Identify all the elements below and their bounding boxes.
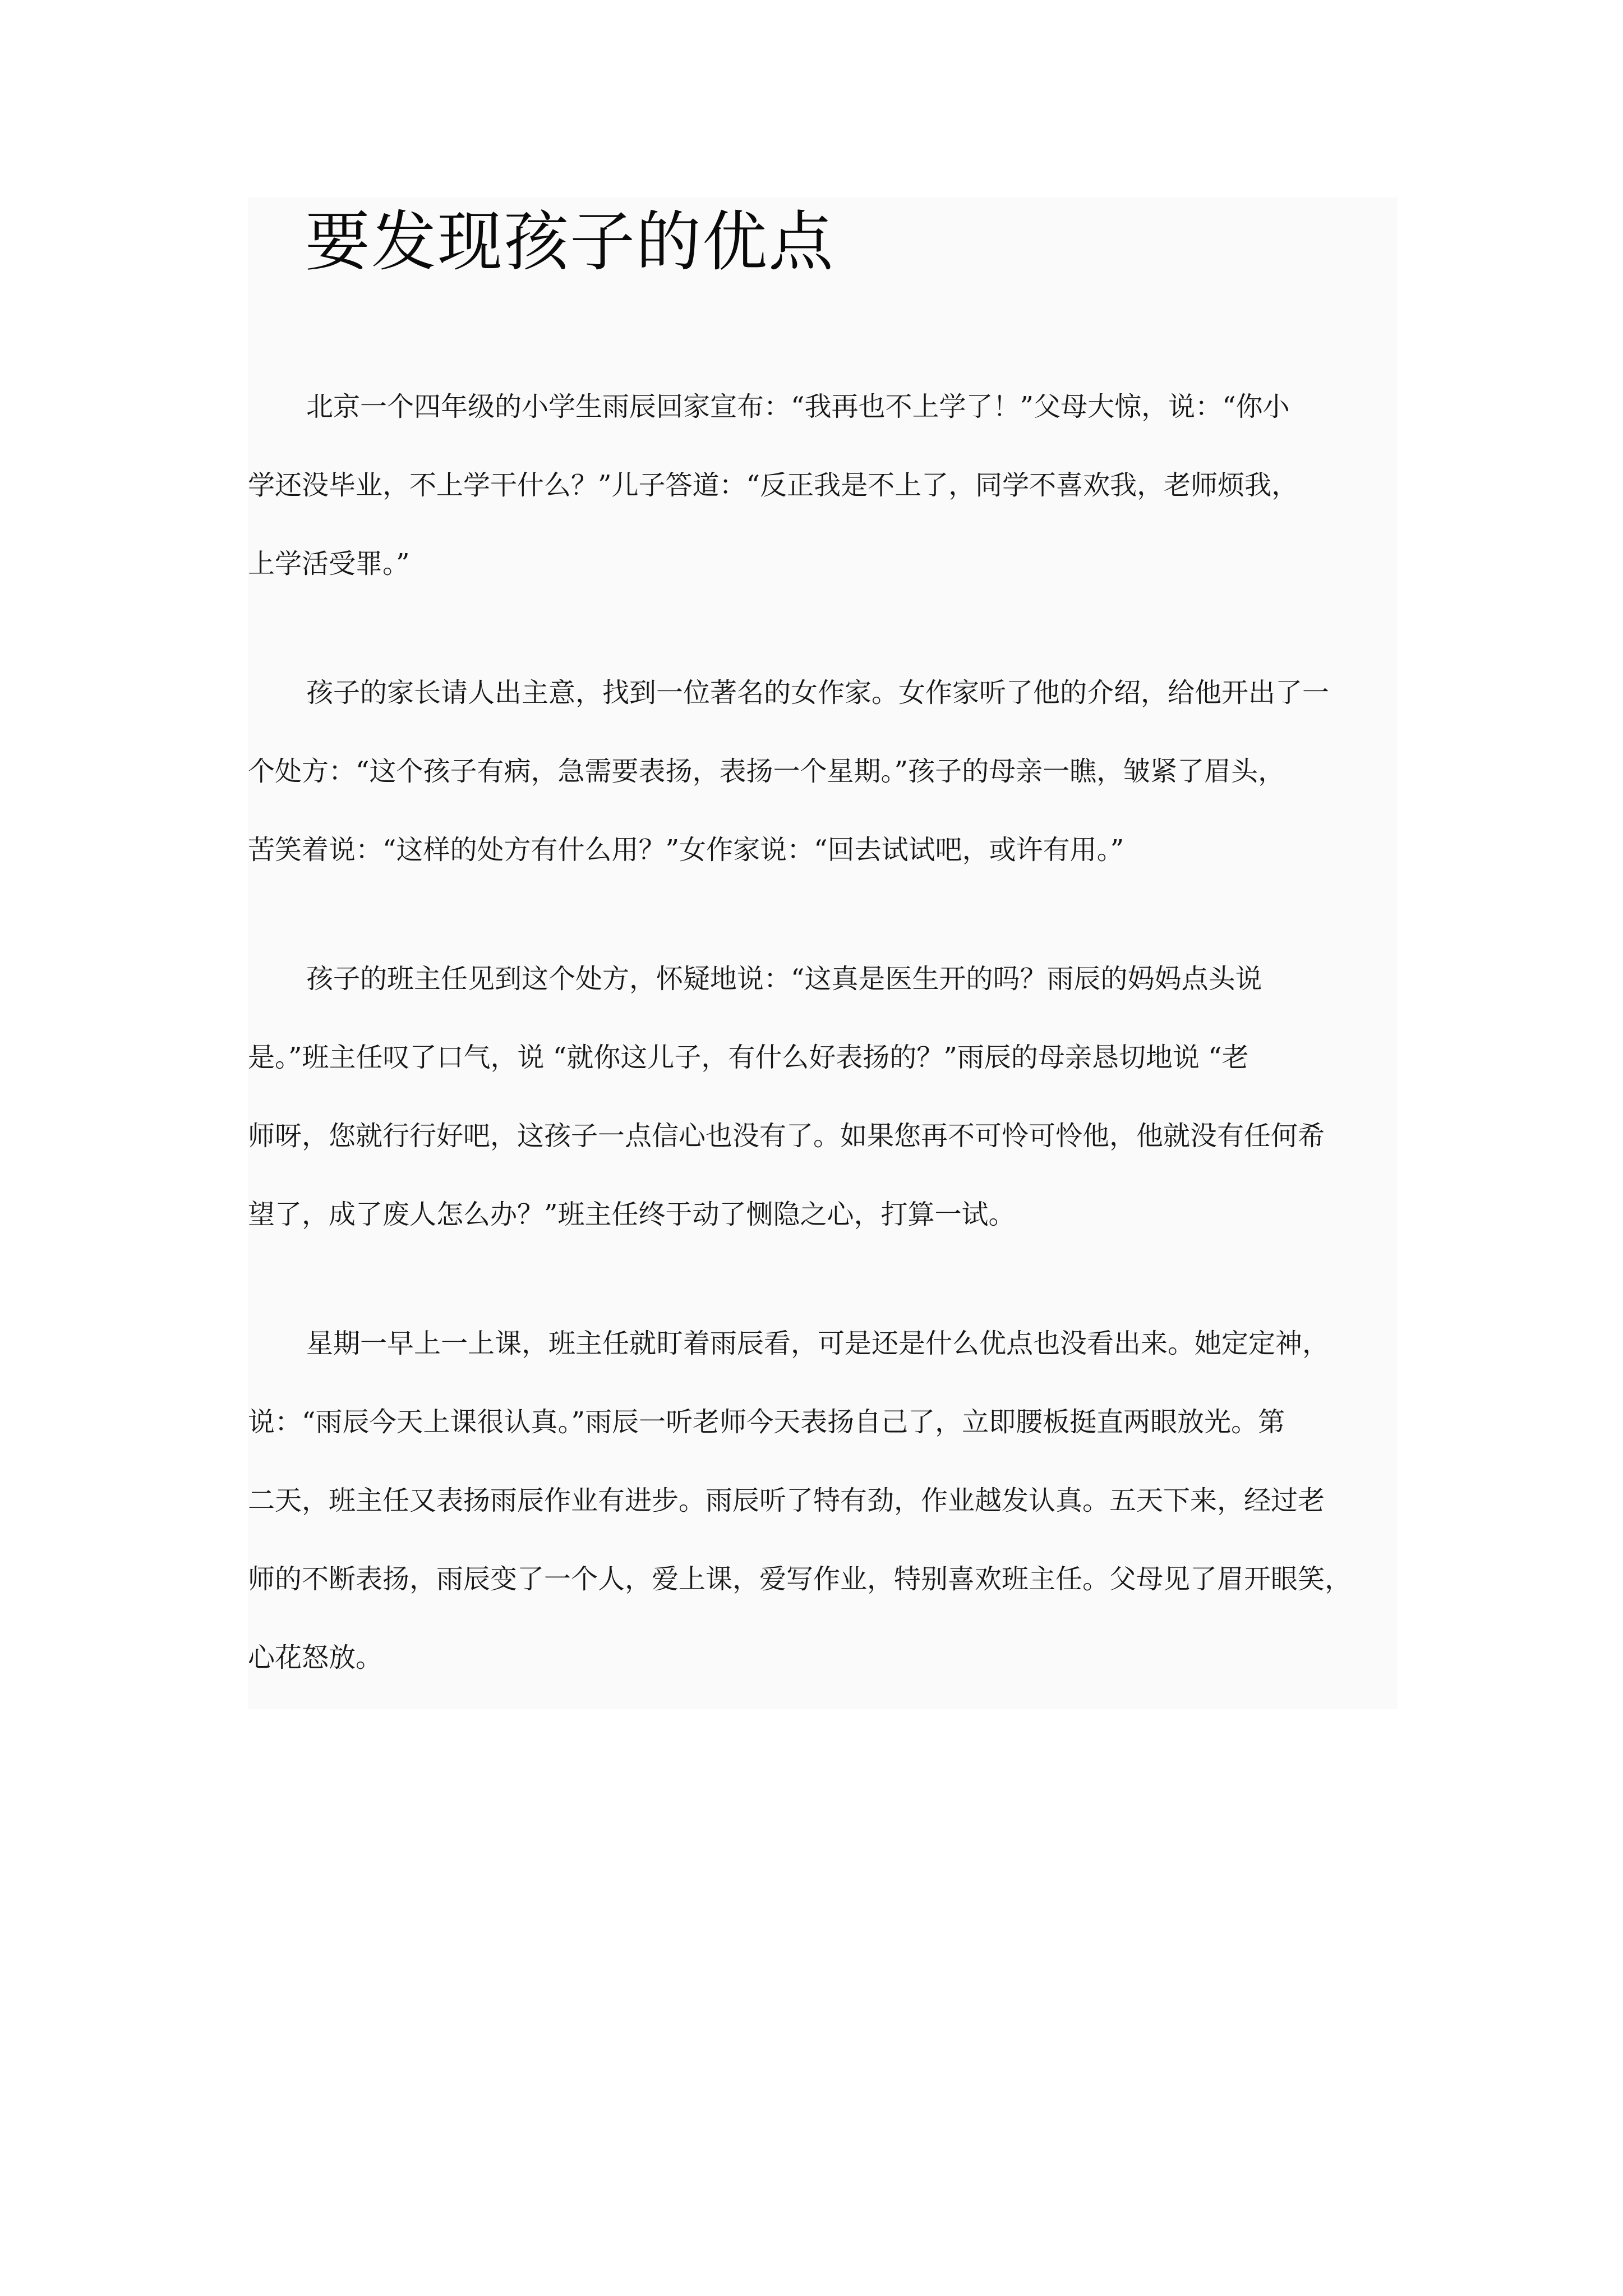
paragraph-line: 是。”班主任叹了口气，说 “就你这儿子，有什么好表扬的？”雨辰的母亲恳切地说 “老 [248, 1042, 1249, 1073]
document-page [248, 197, 1398, 1709]
paragraph-line: 师的不断表扬，雨辰变了一个人，爱上课，爱写作业，特别喜欢班主任。父母见了眉开眼笑， [248, 1563, 1352, 1595]
paragraph-line: 师呀，您就行行好吧，这孩子一点信心也没有了。如果您再不可怜可怜他，他就没有任何希 [248, 1120, 1325, 1152]
paragraph-line: 星期一早上一上课，班主任就盯着雨辰看，可是还是什么优点也没看出来。她定定神， [306, 1328, 1330, 1359]
paragraph-1 [248, 367, 1398, 603]
paragraph-line: 望了，成了废人怎么办？”班主任终于动了恻隐之心，打算一试。 [248, 1199, 1016, 1230]
paragraph-3 [248, 940, 1398, 1254]
paragraph-line: 苦笑着说：“这样的处方有什么用？”女作家说：“回去试试吧，或许有用。” [248, 834, 1124, 866]
document-title: 要发现孩子的优点 [305, 204, 834, 280]
paragraph-line: 孩子的班主任见到这个处方，怀疑地说：“这真是医生开的吗？雨辰的妈妈点头说 [306, 963, 1262, 995]
paragraph-line: 二天，班主任又表扬雨辰作业有进步。雨辰听了特有劲，作业越发认真。五天下来，经过老 [248, 1485, 1325, 1516]
paragraph-line: 北京一个四年级的小学生雨辰回家宣布：“我再也不上学了！”父母大惊，说：“你小 [306, 391, 1290, 422]
paragraph-line: 孩子的家长请人出主意，找到一位著名的女作家。女作家听了他的介绍，给他开出了一 [306, 677, 1330, 708]
paragraph-line: 说：“雨辰今天上课很认真。”雨辰一听老师今天表扬自己了，立即腰板挺直两眼放光。第 [248, 1406, 1285, 1438]
paragraph-4 [248, 1304, 1398, 1697]
paragraph-line: 学还没毕业，不上学干什么？”儿子答道：“反正我是不上了，同学不喜欢我，老师烦我， [248, 470, 1299, 501]
paragraph-line: 心花怒放。 [248, 1642, 383, 1673]
paragraph-2 [248, 654, 1398, 889]
paragraph-line: 上学活受罪。” [248, 548, 410, 579]
paragraph-line: 个处方：“这个孩子有病，急需要表扬，表扬一个星期。”孩子的母亲一瞧，皱紧了眉头， [248, 756, 1285, 787]
